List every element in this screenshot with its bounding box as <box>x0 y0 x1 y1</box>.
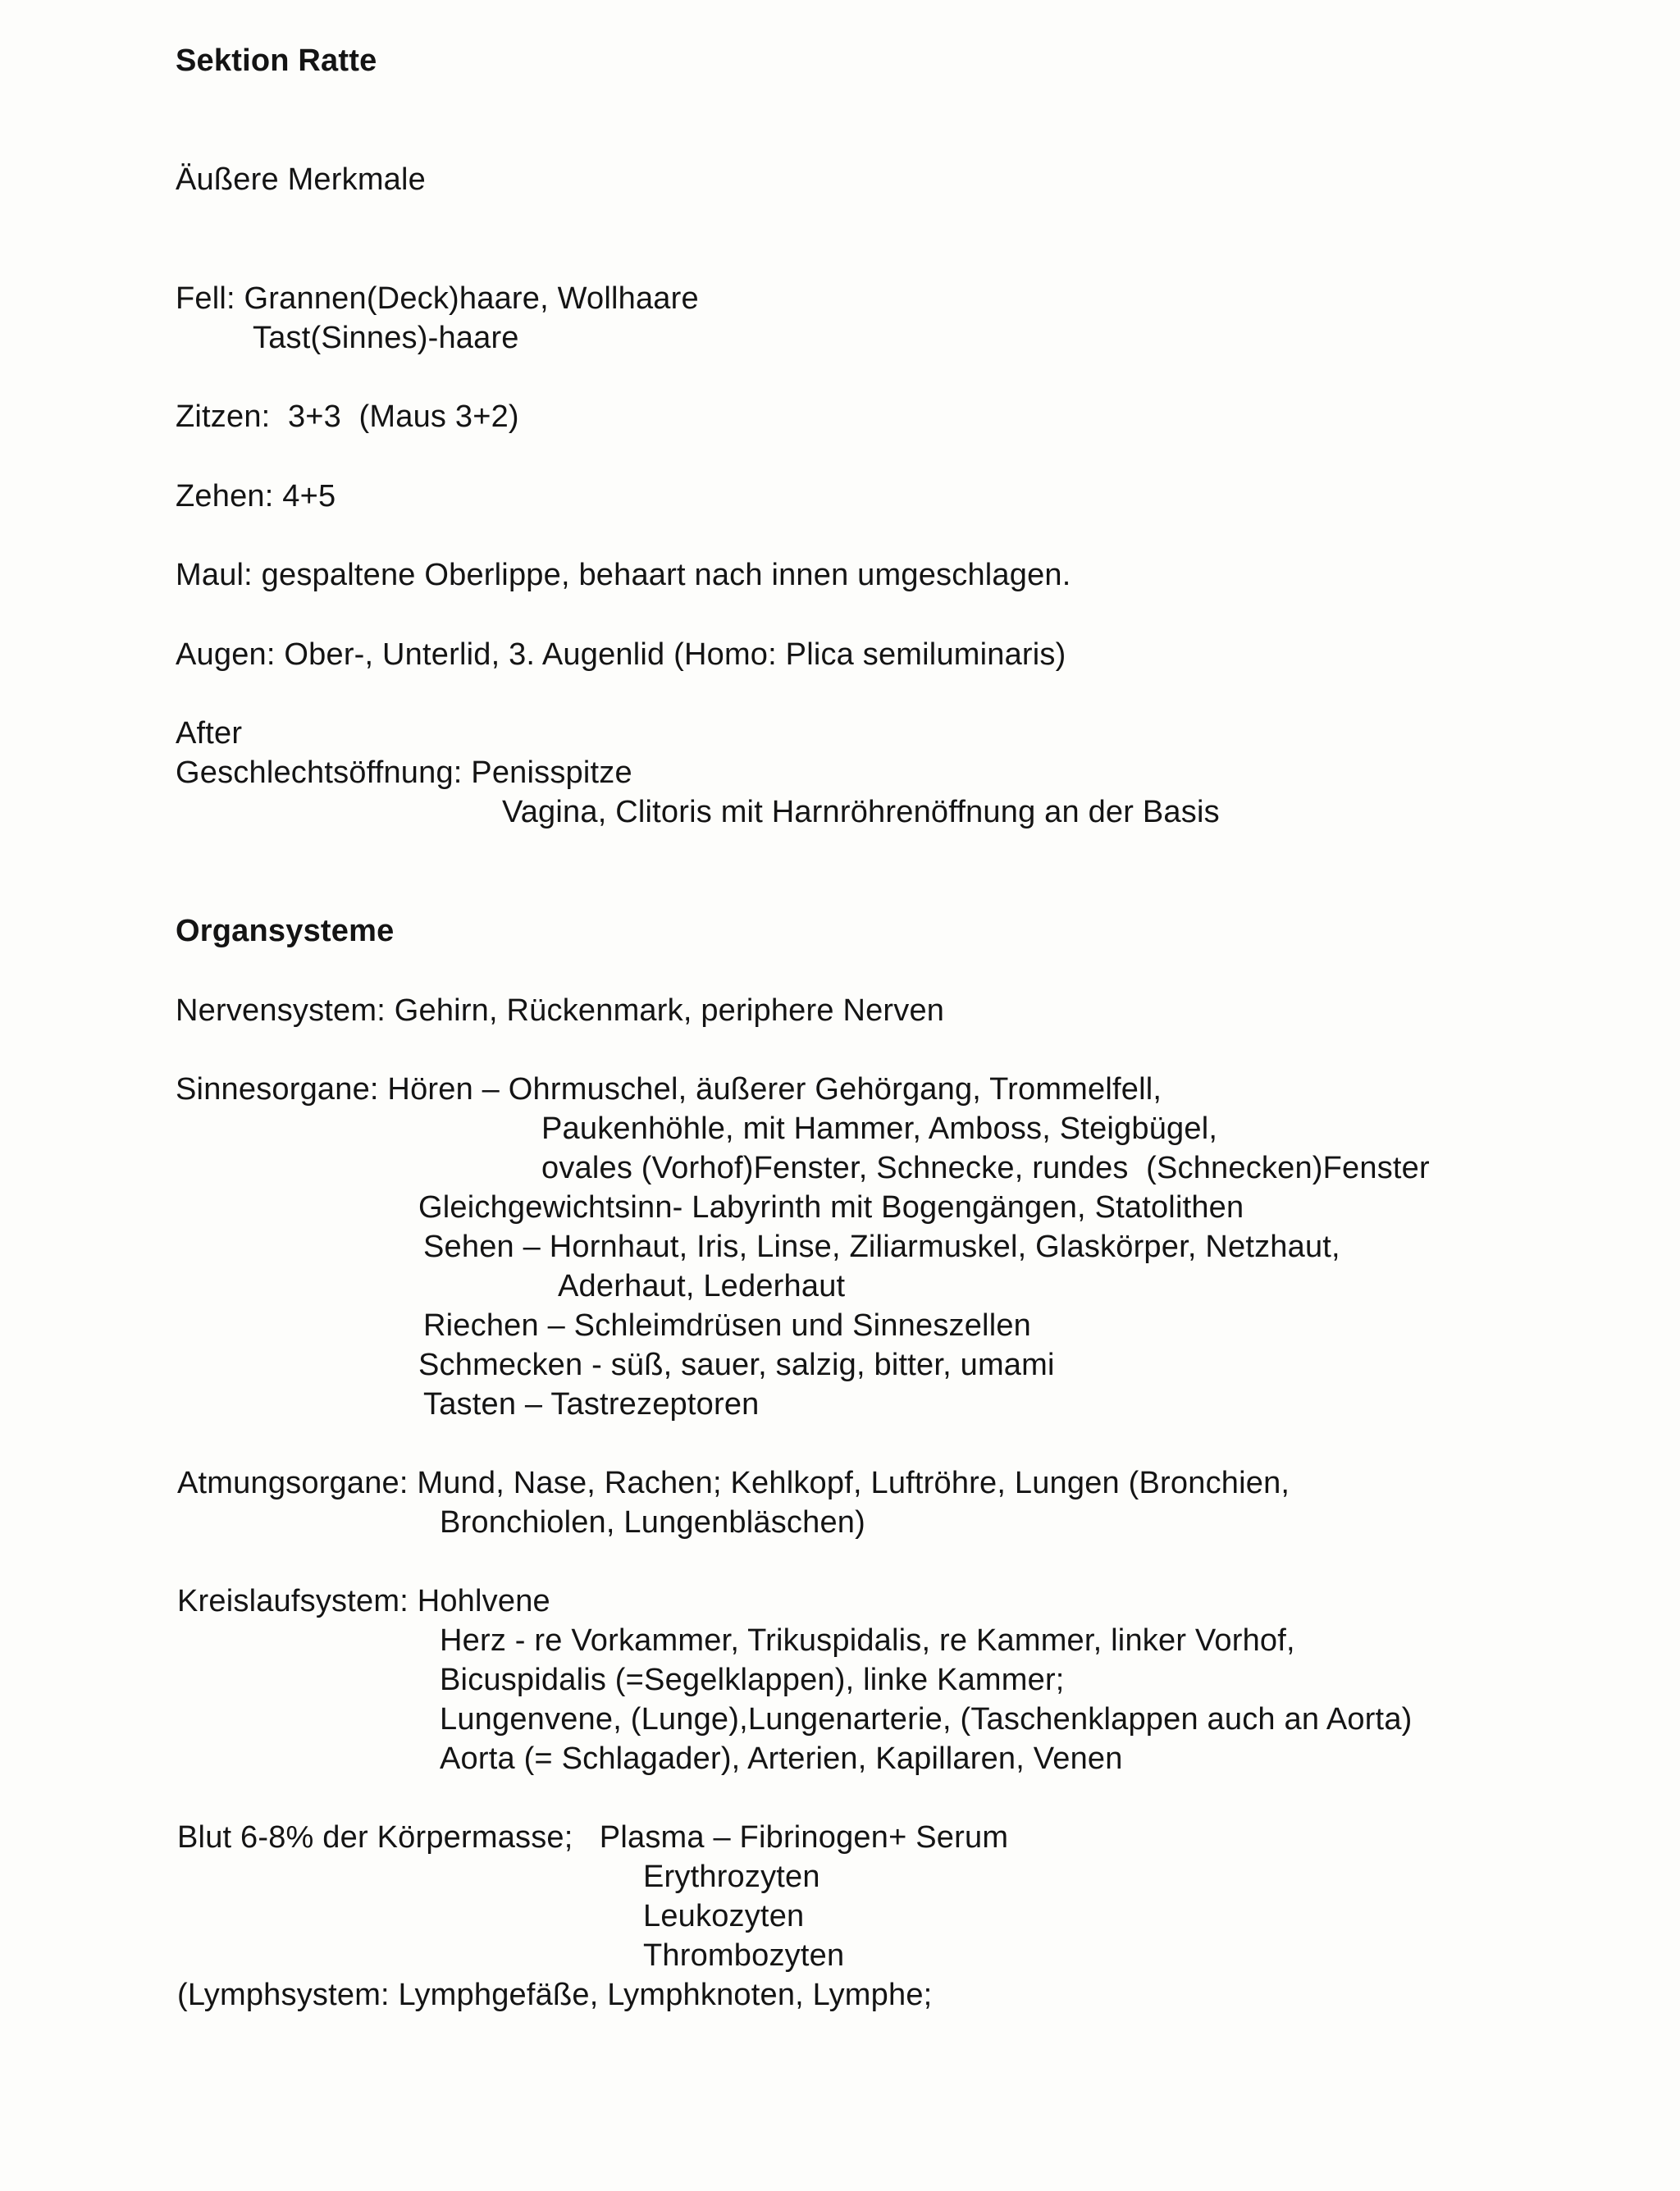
line-thrombozyten: Thrombozyten <box>643 1938 845 1973</box>
line-geschlecht: Geschlechtsöffnung: Penisspitze <box>176 755 632 790</box>
document-title: Sektion Ratte <box>176 43 377 78</box>
heading-organ-systems: Organsysteme <box>176 914 395 948</box>
line-riechen: Riechen – Schleimdrüsen und Sinneszellen <box>423 1308 1032 1343</box>
line-after: After <box>176 716 243 751</box>
line-sinnesorgane: Sinnesorgane: Hören – Ohrmuschel, äußerer Gehörgang, Trommelfell, <box>176 1072 1162 1107</box>
line-schmecken: Schmecken - süß, sauer, salzig, bitter, umami <box>418 1348 1055 1382</box>
line-erythrozyten: Erythrozyten <box>643 1860 820 1894</box>
line-sinnesorgane-2: Paukenhöhle, mit Hammer, Amboss, Steigbügel, <box>541 1111 1218 1146</box>
line-gleichgewicht: Gleichgewichtsinn- Labyrinth mit Bogengängen, Statolithen <box>418 1190 1244 1225</box>
line-sinnesorgane-3: ovales (Vorhof)Fenster, Schnecke, rundes (Schnecken)Fenster <box>541 1151 1430 1185</box>
line-lymphsystem: (Lymphsystem: Lymphgefäße, Lymphknoten, Lymphe; <box>177 1978 933 2012</box>
line-sehen: Sehen – Hornhaut, Iris, Linse, Ziliarmuskel, Glaskörper, Netzhaut, <box>423 1230 1340 1264</box>
heading-external-features: Äußere Merkmale <box>176 162 426 197</box>
line-geschlecht-cont: Vagina, Clitoris mit Harnröhrenöffnung an der Basis <box>502 795 1220 829</box>
line-blut: Blut 6-8% der Körpermasse; Plasma – Fibrinogen+ Serum <box>177 1820 1009 1855</box>
line-maul: Maul: gespaltene Oberlippe, behaart nach innen umgeschlagen. <box>176 558 1071 592</box>
line-lungenvene: Lungenvene, (Lunge),Lungenarterie, (Taschenklappen auch an Aorta) <box>440 1702 1413 1737</box>
line-atmungsorgane-cont: Bronchiolen, Lungenbläschen) <box>440 1505 865 1540</box>
line-aorta: Aorta (= Schlagader), Arterien, Kapillaren, Venen <box>440 1741 1123 1776</box>
line-bicuspidalis: Bicuspidalis (=Segelklappen), linke Kammer; <box>440 1663 1065 1697</box>
line-sehen-cont: Aderhaut, Lederhaut <box>558 1269 846 1303</box>
line-fell-cont: Tast(Sinnes)-haare <box>253 321 519 355</box>
line-tasten: Tasten – Tastrezeptoren <box>423 1387 760 1422</box>
line-fell: Fell: Grannen(Deck)haare, Wollhaare <box>176 281 699 316</box>
line-atmungsorgane: Atmungsorgane: Mund, Nase, Rachen; Kehlkopf, Luftröhre, Lungen (Bronchien, <box>177 1466 1290 1500</box>
line-leukozyten: Leukozyten <box>643 1899 805 1933</box>
line-herz: Herz - re Vorkammer, Trikuspidalis, re Kammer, linker Vorhof, <box>440 1623 1295 1658</box>
line-kreislaufsystem: Kreislaufsystem: Hohlvene <box>177 1584 550 1618</box>
line-zehen: Zehen: 4+5 <box>176 479 336 514</box>
line-augen: Augen: Ober-, Unterlid, 3. Augenlid (Homo: Plica semiluminaris) <box>176 637 1066 672</box>
line-nervensystem: Nervensystem: Gehirn, Rückenmark, periphere Nerven <box>176 993 945 1028</box>
line-zitzen: Zitzen: 3+3 (Maus 3+2) <box>176 399 519 434</box>
